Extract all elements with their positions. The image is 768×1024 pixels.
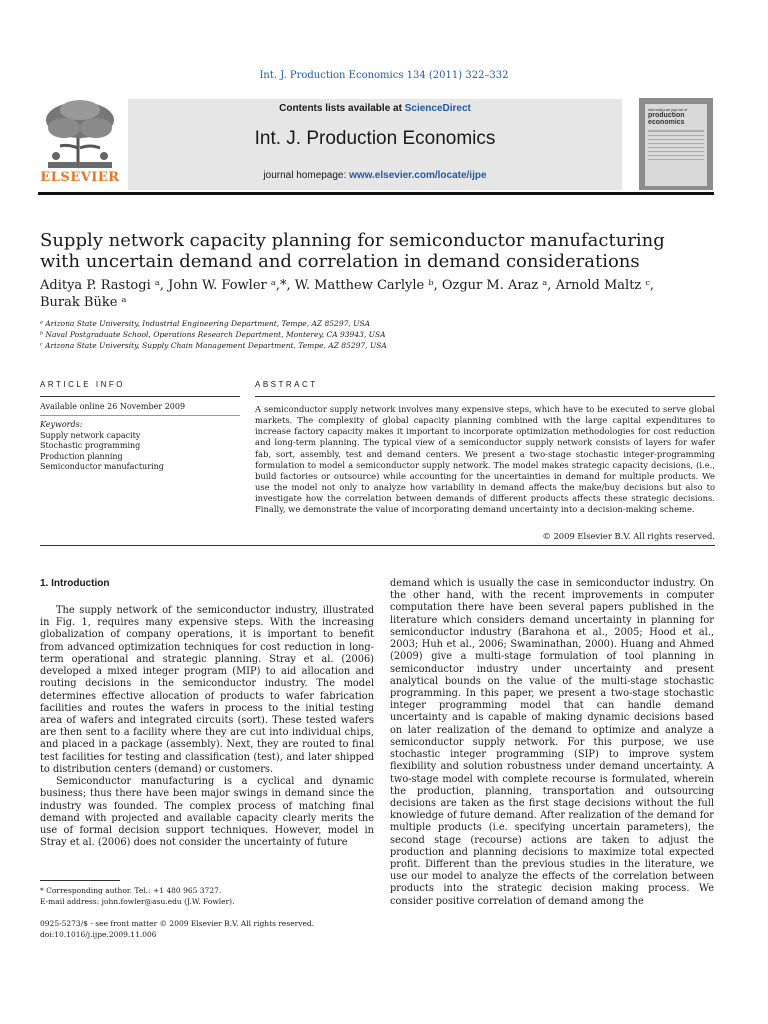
journal-reference[interactable]: Int. J. Production Economics 134 (2011) 322–332 [259,70,509,81]
issn-line: 0925-5273/$ - see front matter © 2009 Elsevier B.V. All rights reserved. [40,919,315,928]
footnote [40,886,374,907]
contents-prefix: Contents lists available at [279,103,405,114]
authors-line-2: Burak Büke ᵃ [40,295,127,310]
abstract-heading: ABSTRACT [255,380,318,389]
intro-paragraph-1: The supply network of the semiconductor industry, illustrated in Fig. 1, requires many expensive steps. With the increasing globalization of company operations, it is important to benefit from advanced optimization techniques for cost reduction in long-term operational and strategic planning. Stray et al. (2006) developed a mixed integer program (MIP) to aid allocation and routing decisions in the semiconductor industry. The model determines effective allocation of products to wafer fabrication facilities and routes the wafers in process to the initial testing area of wafers and integrated circuits (sort). These tested wafers are then sent to a facility where they are cut into individual chips, and placed in a package (assembly). Next, they are routed to final test facilities for testing and classification (test), and later shipped to distribution centers (demand) or customers. [40,605,374,775]
journal-homepage-line [128,170,622,181]
journal-cover-thumbnail[interactable] [639,98,713,190]
abstract-bottom-rule [40,545,715,546]
info-rule [40,396,240,397]
doi-line[interactable]: doi:10.1016/j.ijpe.2009.11.006 [40,929,157,939]
footnote-rule [40,880,120,881]
introduction-heading: 1. Introduction [40,578,110,589]
contents-line [128,103,622,114]
author-list [40,277,680,311]
paper-title: Supply network capacity planning for semiconductor manufacturing with uncertain demand and correlation in demand considerations [40,230,665,272]
elsevier-wordmark: ELSEVIER [40,170,120,185]
abstract-text [255,404,715,516]
journal-title: Int. J. Production Economics [254,128,496,149]
affiliation-b: ᵇ Naval Postgraduate School, Operations Research Department, Monterey, CA 93943, USA [40,330,386,339]
abstract-rule [255,396,715,397]
abstract-paragraph: A semiconductor supply network involves many expensive steps, which have to be executed to serve global markets. The complexity of global capacity planning combined with the large capital expenditures to increase factory capacity makes it important to incorporate optimization methodologies for cost reduction and long-term planning. The typical view of a semiconductor supply network consists of layers for wafer fab, sort, assembly, test and demand centers. We present a two-stage stochastic integer-programming formulation to model a semiconductor supply network. The model makes strategic capacity decisions, (i.e., build factories or outsource) while accounting for the uncertainties in demand for multiple products. We use the model not only to analyze how variability in demand affects the make/buy decisions but also to investigate how the correlation between demands of different products affects these strategic decisions. Finally, we demonstrate the value of incorporating demand uncertainty into a decision-making scheme. [255,404,715,515]
cover-line2: production economics [648,112,685,126]
intro-paragraph-2: Semiconductor manufacturing is a cyclical and dynamic business; thus there have been major swings in demand since the industry was founded. The complex process of matching final demand with projected and available capacity clearly merits the use of formal decision support techniques. However, model in Stray et al. (2006) does not consider the uncertainty of future [40,776,374,849]
author-email-note: E-mail address: john.fowler@asu.edu (J.W. Fowler). [40,896,235,906]
body-column-right [390,578,714,908]
corresponding-author-note: * Corresponding author. Tel.: +1 480 965 3727. [40,886,222,895]
affiliation-a: ᵃ Arizona State University, Industrial Engineering Department, Tempe, AZ 85297, USA [40,319,371,328]
authors-line-1: Aditya P. Rastogi ᵃ, John W. Fowler ᵃ,*, W. Matthew Carlyle ᵇ, Ozgur M. Araz ᵃ, Arnold Maltz ᶜ, [40,278,655,293]
body-column-left [40,605,374,849]
abstract-copyright: © 2009 Elsevier B.V. All rights reserved. [542,531,715,541]
page-footer [40,919,440,940]
affiliations [40,318,540,351]
homepage-prefix: journal homepage: [263,170,350,181]
homepage-link[interactable]: www.elsevier.com/locate/ijpe [349,170,487,181]
keywords-label: Keywords: [40,420,83,429]
sciencedirect-link[interactable]: ScienceDirect [404,103,471,114]
affiliation-c: ᶜ Arizona State University, Supply Chain Management Department, Tempe, AZ 85297, USA [40,341,387,350]
info-divider [40,415,240,416]
available-online-date: Available online 26 November 2009 [40,402,186,411]
keyword-item: Production planning [40,451,123,461]
keyword-item: Stochastic programming [40,441,141,450]
header-rule [38,192,714,195]
cover-line1: international journal of [648,107,688,112]
keyword-item: Semiconductor manufacturing [40,462,164,471]
keyword-item: Supply network capacity [40,430,141,440]
intro-paragraph-3: demand which is usually the case in semiconductor industry. On the other hand, with the recent improvements in computer computation there have been several papers published in the literature which considers demand uncertainty in planning for semiconductor industry (Barahona et al., 2005; Hood et al., 2003; Huh et al., 2006; Swaminathan, 2000). Huang and Ahmed (2009) give a multi-stage formulation of tool planning in semiconductor industry under uncertainty and present analytical bounds on the value of the multi-stage stochastic programming. In this paper, we present a two-stage stochastic integer programming model that can handle demand uncertainty and is capable of making dynamic decisions based on later realization of the demand to optimize and analyze a semiconductor supply network. For this purpose, we use stochastic integer programming (SIP) to improve system flexibility and solution robustness under demand uncertainty. A two-stage model with complete recourse is formulated, wherein the production, planning, transportation and outsourcing decisions are taken as the first stage decisions without the full knowledge of future demand. After realization of the demand for multiple products (i.e. specifying uncertain parameters), the second stage (recourse) actions are taken to adjust the production and planning decisions to maximize total expected profit. Different than the previous studies in the literature, we use our model to analyze the effects of the correlation between products into the strategic decision making process. We consider positive correlation of demand among the [390,578,714,907]
keywords-block [40,420,240,473]
article-info-heading: ARTICLE INFO [40,380,125,389]
